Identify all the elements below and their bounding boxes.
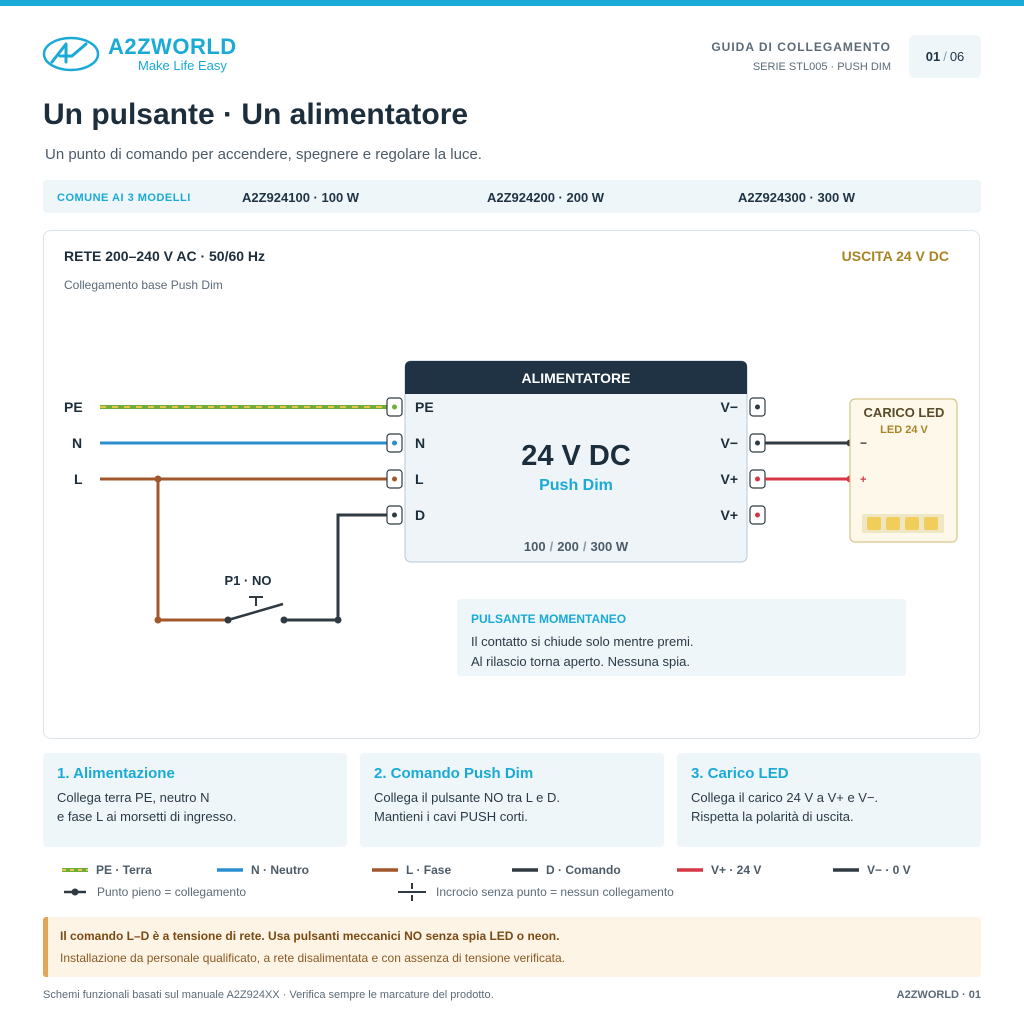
footer-page: A2ZWORLD · 01 [896,989,981,1001]
led-chip-4 [924,517,938,530]
step-command [360,753,664,847]
terminal-vminus-1-dot [755,405,760,410]
footer-note: Schemi funzionali basati sul manuale A2Z924XX · Verifica sempre le marcature del prodotto. [43,989,494,1001]
label-pe: PE [64,399,83,415]
psu-power-200: 200 [557,539,579,554]
note-line-1: Il contatto si chiude solo mentre premi. [471,634,694,649]
terminal-vplus-2-dot [755,513,760,518]
step-power [43,753,347,847]
psu-power [524,539,629,554]
wire-d [284,515,394,620]
model-200w: A2Z924200 · 200 W [487,190,605,205]
psu-power-300: 300 W [590,539,629,554]
psu-power-100: 100 [523,539,546,554]
psu-out-vplus-1: V+ [720,471,738,487]
guide-title: GUIDA DI COLLEGAMENTO [711,40,891,54]
led-chip-2 [886,517,900,530]
step-power-line-1: Collega terra PE, neutro N [57,790,210,805]
step-power-title: 1. Alimentazione [57,765,175,782]
output-title: USCITA 24 V DC [841,248,949,264]
input-subtitle: Collegamento base Push Dim [64,278,223,292]
model-100w: A2Z924100 · 100 W [242,190,360,205]
psu-in-pe: PE [415,399,434,415]
label-n: N [72,435,83,451]
led-load-title: CARICO LED [863,405,945,420]
led-load-subtitle: LED 24 V [880,424,928,436]
legend-cross: Incrocio senza punto = nessun collegamento [436,885,674,899]
page-current: 01 [925,49,941,64]
psu-out-vplus-2: V+ [720,507,738,523]
warning-line-2: Installazione da personale qualificato, a rete disalimentata e con assenza di tensione verificata. [60,951,565,965]
switch-lever [228,604,283,620]
psu-in-n: N [415,435,426,451]
psu-header-text: ALIMENTATORE [521,370,631,386]
step-load [677,753,981,847]
junction-l-dot [155,476,162,483]
input-title: RETE 200–240 V AC · 50/60 Hz [64,248,266,264]
models-label: COMUNE AI 3 MODELLI [57,192,191,204]
led-chip-1 [867,517,881,530]
guide-series: SERIE STL005 · PUSH DIM [752,61,891,73]
model-300w: A2Z924300 · 300 W [738,190,856,205]
psu-power-sep-2: / [582,539,587,554]
terminal-l-dot [392,477,397,482]
junction-d-dot [335,617,342,624]
page-subtitle: Un punto di comando per accendere, spegnere e regolare la luce. [45,146,482,163]
psu-voltage: 24 V DC [521,440,631,472]
wire-l-to-switch [158,479,228,620]
legend-vplus: V+ · 24 V [711,863,762,877]
terminal-vminus-2-dot [755,441,760,446]
psu-in-l: L [415,471,424,487]
brand-name: A2ZWORLD [108,34,237,59]
psu-out-vminus-2: V− [720,435,738,451]
terminal-d-dot [392,513,397,518]
legend-vminus: V− · 0 V [867,863,911,877]
note-line-2: Al rilascio torna aperto. Nessuna spia. [471,654,690,669]
psu-out-vminus-1: V− [720,399,738,415]
step-load-title: 3. Carico LED [691,765,789,782]
legend-d: D · Comando [546,863,621,877]
led-chip-3 [905,517,919,530]
step-load-line-2: Rispetta la polarità di uscita. [691,809,854,824]
legend-pe: PE · Terra [96,863,152,877]
terminal-pe-dot [392,405,397,410]
terminal-vplus-1-dot [755,477,760,482]
warning-line-1: Il comando L–D è a tensione di rete. Usa pulsanti meccanici NO senza spia LED o neon. [60,929,560,943]
junction-l-bottom-dot [155,617,162,624]
terminal-n-dot [392,441,397,446]
step-command-line-1: Collega il pulsante NO tra L e D. [374,790,560,805]
step-command-line-2: Mantieni i cavi PUSH corti. [374,809,528,824]
psu-in-d: D [415,507,426,523]
note-title: PULSANTE MOMENTANEO [471,612,627,626]
step-power-line-2: e fase L ai morsetti di ingresso. [57,809,237,824]
psu-mode: Push Dim [539,477,613,494]
led-load-minus: − [860,436,868,450]
page-total: 06 [949,49,965,64]
legend-dot-icon [72,889,79,896]
step-command-title: 2. Comando Push Dim [374,765,534,782]
step-load-line-1: Collega il carico 24 V a V+ e V−. [691,790,879,805]
led-load-plus: + [860,474,867,486]
page-separator: / [943,49,947,64]
page-title: Un pulsante · Un alimentatore [43,98,469,131]
legend-n: N · Neutro [251,863,309,877]
psu-power-sep-1: / [549,539,554,554]
brand-tagline: Make Life Easy [138,58,227,73]
legend-dot: Punto pieno = collegamento [97,885,247,899]
legend-l: L · Fase [406,863,452,877]
warning-box [43,917,981,977]
switch-label: P1 · NO [224,573,272,588]
label-l: L [74,471,83,487]
